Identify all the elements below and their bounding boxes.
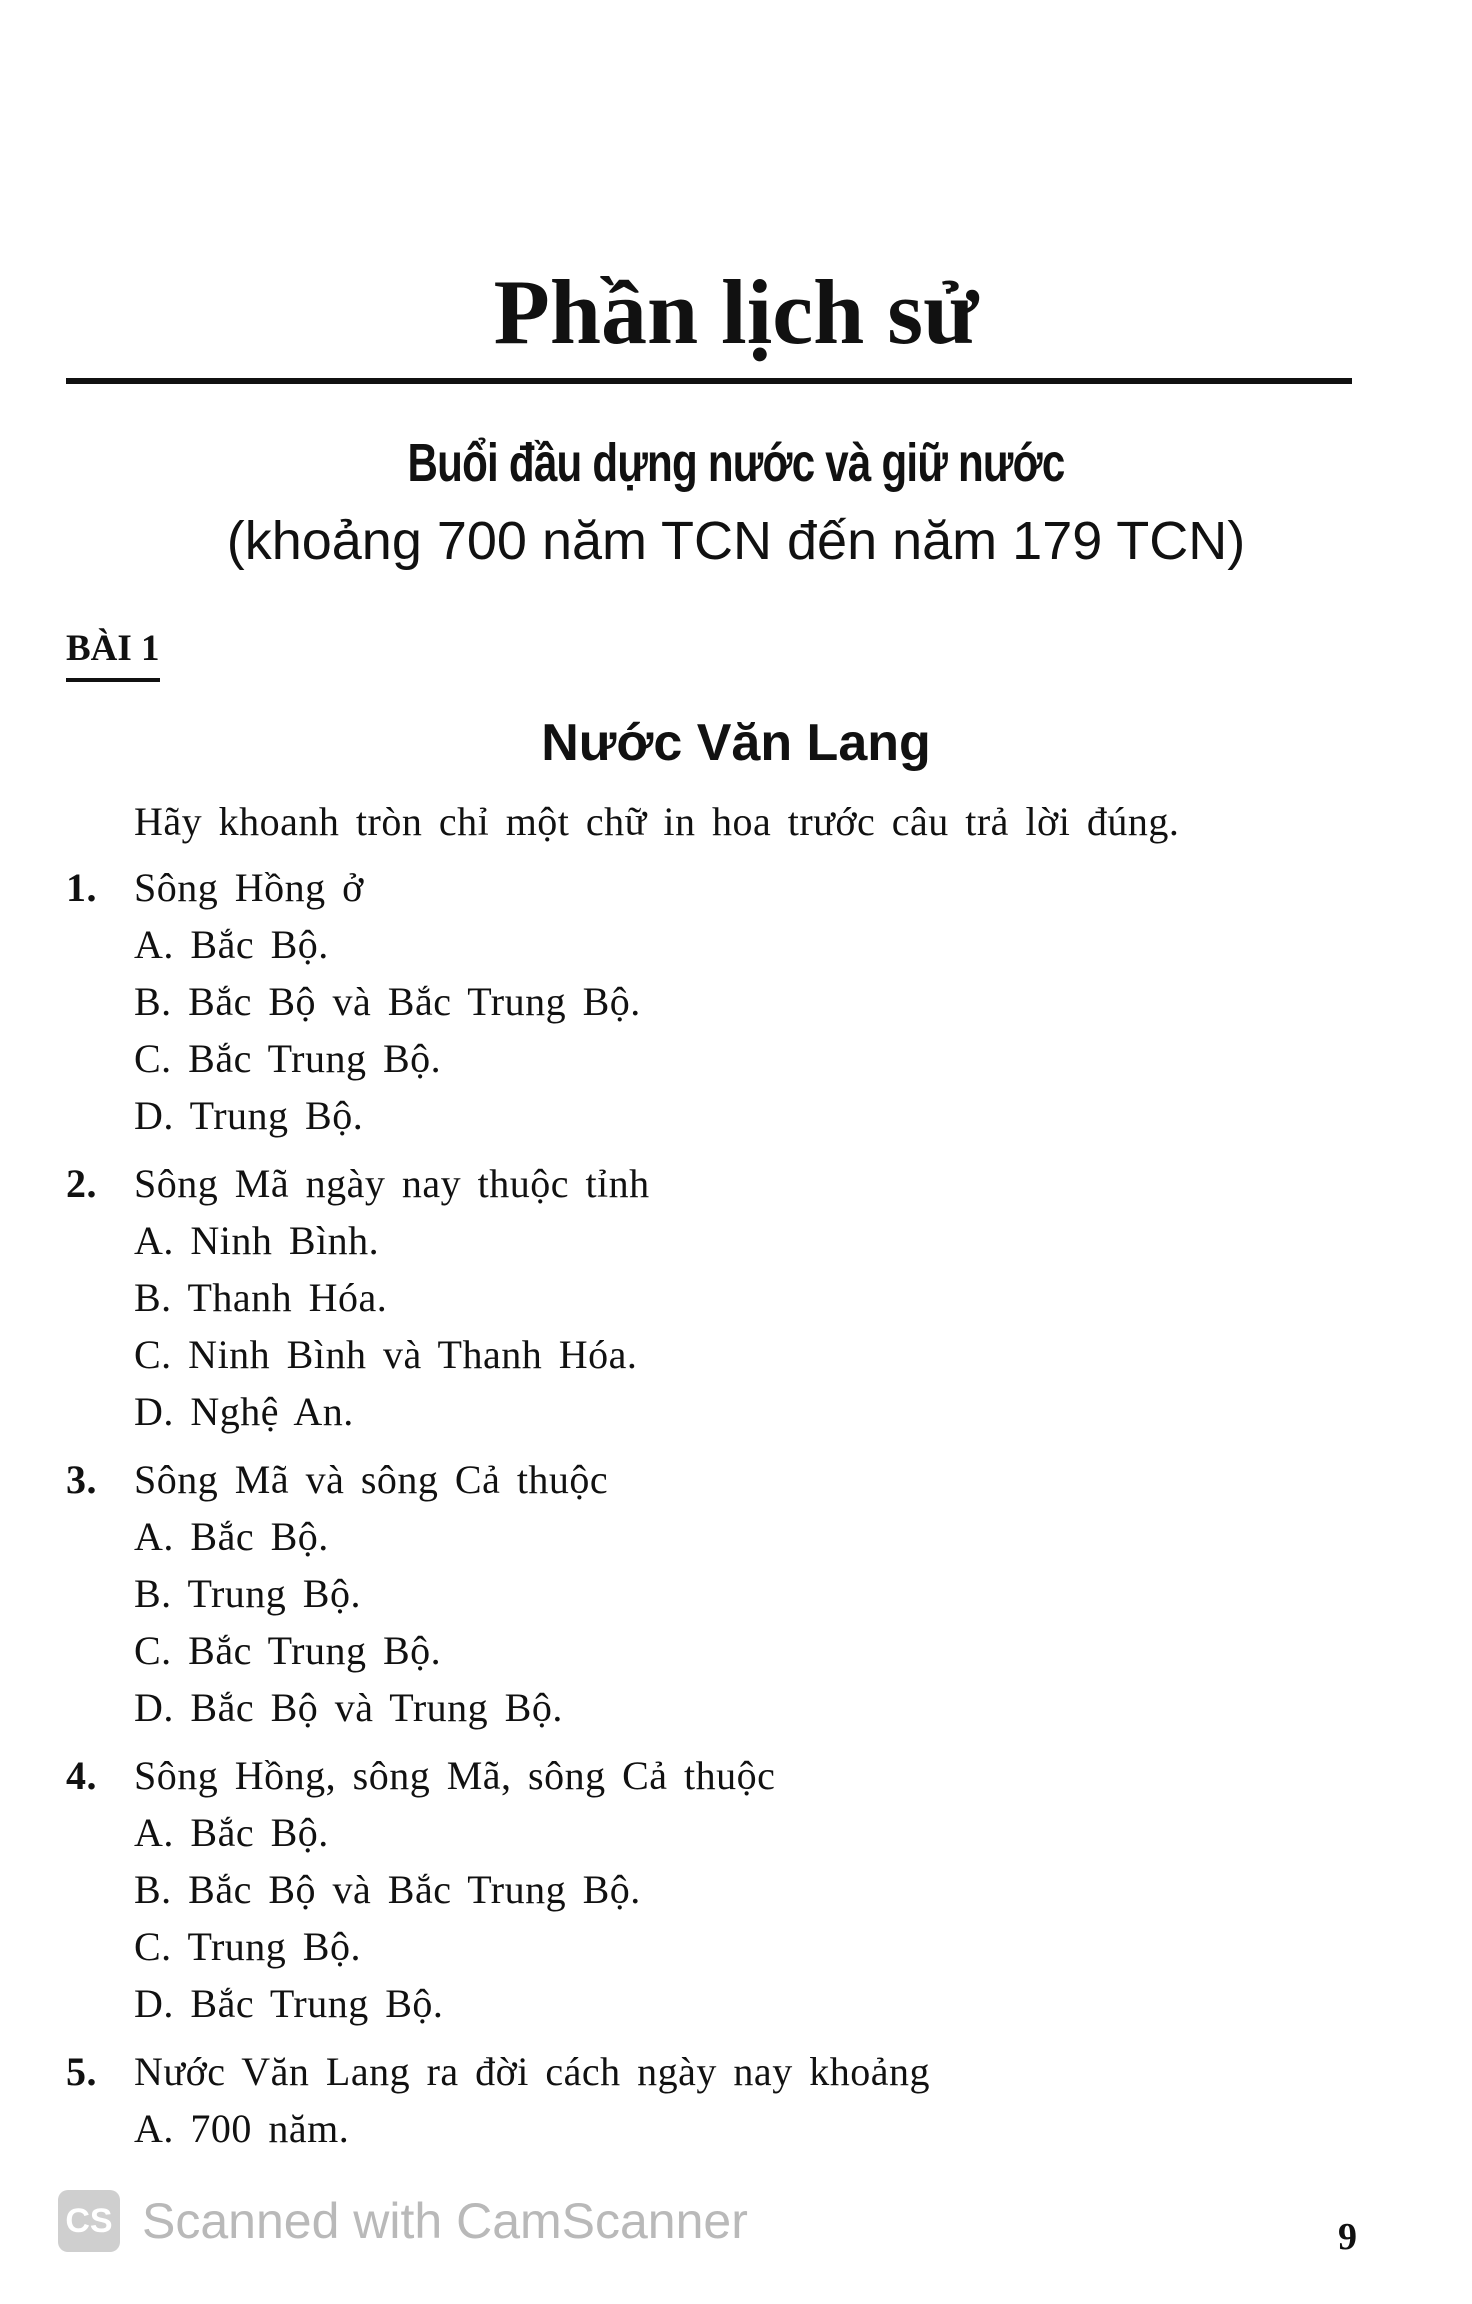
question-number: 2.	[66, 1161, 97, 1206]
question-text: Sông Mã và sông Cả thuộc	[134, 1457, 609, 1502]
answer-option[interactable]: D. Bắc Bộ và Trung Bộ.	[134, 1685, 563, 1730]
question-number: 4.	[66, 1753, 97, 1798]
lesson-title: Nước Văn Lang	[541, 714, 931, 772]
question-3	[66, 1452, 1366, 1736]
answer-option[interactable]: A. Ninh Bình.	[134, 1218, 380, 1263]
question-2	[66, 1156, 1366, 1440]
answer-option[interactable]: C. Bắc Trung Bộ.	[134, 1628, 442, 1673]
question-text: Nước Văn Lang ra đời cách ngày nay khoảng	[134, 2049, 930, 2094]
answer-option[interactable]: B. Bắc Bộ và Bắc Trung Bộ.	[134, 979, 641, 1024]
question-list	[66, 860, 1366, 2169]
answer-option[interactable]: D. Trung Bộ.	[134, 1093, 364, 1138]
answer-option[interactable]: C. Bắc Trung Bộ.	[134, 1036, 442, 1081]
answer-option[interactable]: B. Trung Bộ.	[134, 1571, 361, 1616]
answer-option[interactable]: A. Bắc Bộ.	[134, 1514, 329, 1559]
camscanner-logo-icon: CS	[58, 2190, 120, 2252]
answer-option[interactable]: C. Trung Bộ.	[134, 1924, 361, 1969]
title-divider	[66, 378, 1352, 384]
instruction-text: Hãy khoanh tròn chỉ một chữ in hoa trước câu trả lời đúng.	[134, 799, 1180, 844]
answer-option[interactable]: D. Bắc Trung Bộ.	[134, 1981, 444, 2026]
question-text: Sông Mã ngày nay thuộc tỉnh	[134, 1161, 650, 1206]
question-number: 3.	[66, 1457, 97, 1502]
question-5	[66, 2044, 1366, 2157]
page-number: 9	[1338, 2216, 1357, 2258]
camscanner-watermark	[58, 2190, 748, 2252]
question-number: 1.	[66, 865, 97, 910]
answer-option[interactable]: D. Nghệ An.	[134, 1389, 354, 1434]
answer-option[interactable]: A. 700 năm.	[134, 2106, 350, 2151]
question-4	[66, 1748, 1366, 2032]
answer-option[interactable]: B. Bắc Bộ và Bắc Trung Bộ.	[134, 1867, 641, 1912]
answer-option[interactable]: B. Thanh Hóa.	[134, 1275, 388, 1320]
watermark-text: Scanned with CamScanner	[142, 2193, 748, 2249]
answer-option[interactable]: A. Bắc Bộ.	[134, 922, 329, 967]
answer-option[interactable]: A. Bắc Bộ.	[134, 1810, 329, 1855]
lesson-label: BÀI 1	[66, 624, 160, 682]
question-text: Sông Hồng ở	[134, 865, 364, 910]
part-title: Phần lịch sử	[493, 261, 979, 363]
question-number: 5.	[66, 2049, 97, 2094]
section-subtitle: (khoảng 700 năm TCN đến năm 179 TCN)	[226, 511, 1246, 571]
question-1	[66, 860, 1366, 1144]
question-text: Sông Hồng, sông Mã, sông Cả thuộc	[134, 1753, 776, 1798]
answer-option[interactable]: C. Ninh Bình và Thanh Hóa.	[134, 1332, 638, 1377]
section-title: Buổi đầu dựng nước và giữ nước	[407, 433, 1065, 493]
